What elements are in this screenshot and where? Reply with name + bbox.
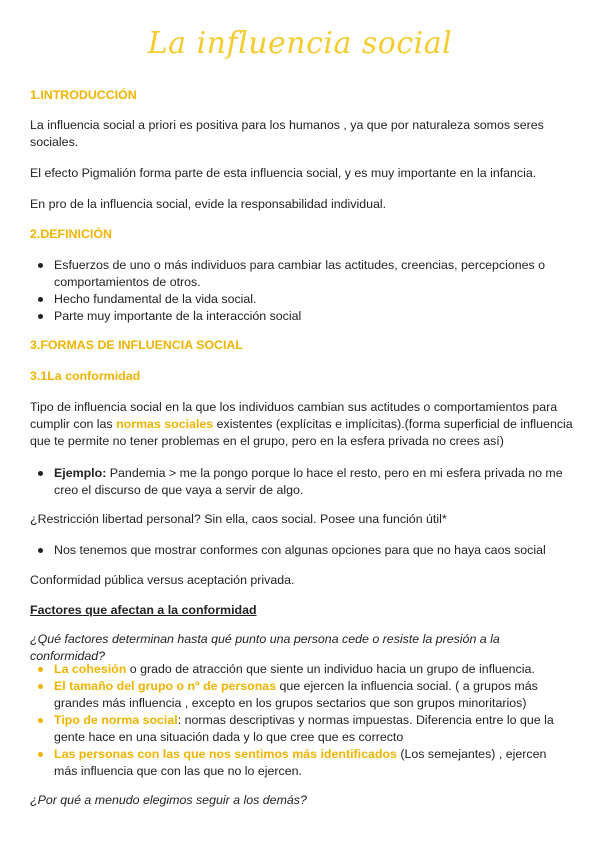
section-heading-introduccion: 1.INTRODUCCIÓN: [30, 88, 137, 102]
factor-text: o grado de atracción que siente un individuo hacia un grupo de influencia.: [126, 662, 535, 676]
factor-item: [30, 712, 560, 746]
factors-list: [30, 661, 560, 780]
highlight-normas-sociales: normas sociales: [116, 417, 214, 431]
paragraph: ¿Restricción libertad personal? Sin ella, caos social. Posee una función útil*: [30, 512, 447, 526]
list-item: Esfuerzos de uno o más individuos para cambiar las actitudes, creencias, percepciones o comportamientos de otros.: [30, 257, 560, 291]
factors-title: Factores que afectan a la conformidad: [30, 603, 257, 617]
list-item: Parte muy importante de la interacción social: [30, 308, 560, 325]
paragraph: [30, 399, 578, 450]
factor-highlight: Las personas con las que nos sentimos más identificados: [54, 747, 397, 761]
section-heading-definicion: 2.DEFINICIÓN: [30, 227, 112, 241]
factor-text: que ejercen la influencia social. ( a grupos más grandes más influencia , excepto en los grupos sectarios que son grupos minoritarios): [54, 679, 538, 710]
question: ¿Qué factores determinan hasta qué punto una persona cede o resiste la presión a la conformidad?: [30, 632, 500, 663]
factor-highlight: La cohesión: [54, 662, 127, 676]
paragraph: La influencia social a priori es positiva para los humanos , ya que por naturaleza somos seres sociales.: [30, 118, 544, 149]
example-text: Pandemia > me la pongo porque lo hace el resto, pero en mi esfera privada no me creo el discurso de que vaya a servir de algo.: [54, 466, 563, 497]
question: ¿Por qué a menudo elegimos seguir a los demás?: [30, 793, 307, 807]
factor-highlight: El tamaño del grupo o nº de personas: [54, 679, 277, 693]
list-item: Nos tenemos que mostrar conformes con algunas opciones para que no haya caos social: [30, 542, 578, 559]
text-run: existentes (explícitas e implícitas).(forma superficial de influencia que te permite no tener problemas en el grupo, pero en la esfera privada no crees así): [30, 417, 573, 448]
factor-item: [30, 661, 560, 678]
list-item: Hecho fundamental de la vida social.: [30, 291, 560, 308]
paragraph: En pro de la influencia social, evide la responsabilidad individual.: [30, 197, 387, 211]
factor-item: [30, 678, 560, 712]
factor-text: (Los semejantes) , ejercen más influencia que con las que no lo ejercen.: [54, 747, 547, 778]
text-run: Tipo de influencia social en la que los individuos cambian sus actitudes o comportamientos para cumplir con las: [30, 400, 558, 431]
definition-list: [30, 257, 560, 325]
factor-text: : normas descriptivas y normas impuestas. Diferencia entre lo que la gente hace en una situación dada y lo que cree que es correcto: [54, 713, 554, 744]
section-heading-formas: 3.FORMAS DE INFLUENCIA SOCIAL: [30, 338, 243, 352]
paragraph: Conformidad pública versus aceptación privada.: [30, 573, 295, 587]
bullet-list: [30, 542, 578, 559]
factor-item: [30, 746, 560, 780]
factor-highlight: Tipo de norma social: [54, 713, 178, 727]
page-title: La influencia social: [147, 26, 453, 61]
example-label: Ejemplo:: [54, 466, 107, 480]
paragraph: El efecto Pigmalión forma parte de esta influencia social, y es muy importante en la infancia.: [30, 166, 537, 180]
example-list: [30, 465, 578, 499]
list-item: [30, 465, 578, 499]
subsection-heading-conformidad: 3.1La conformidad: [30, 369, 141, 383]
